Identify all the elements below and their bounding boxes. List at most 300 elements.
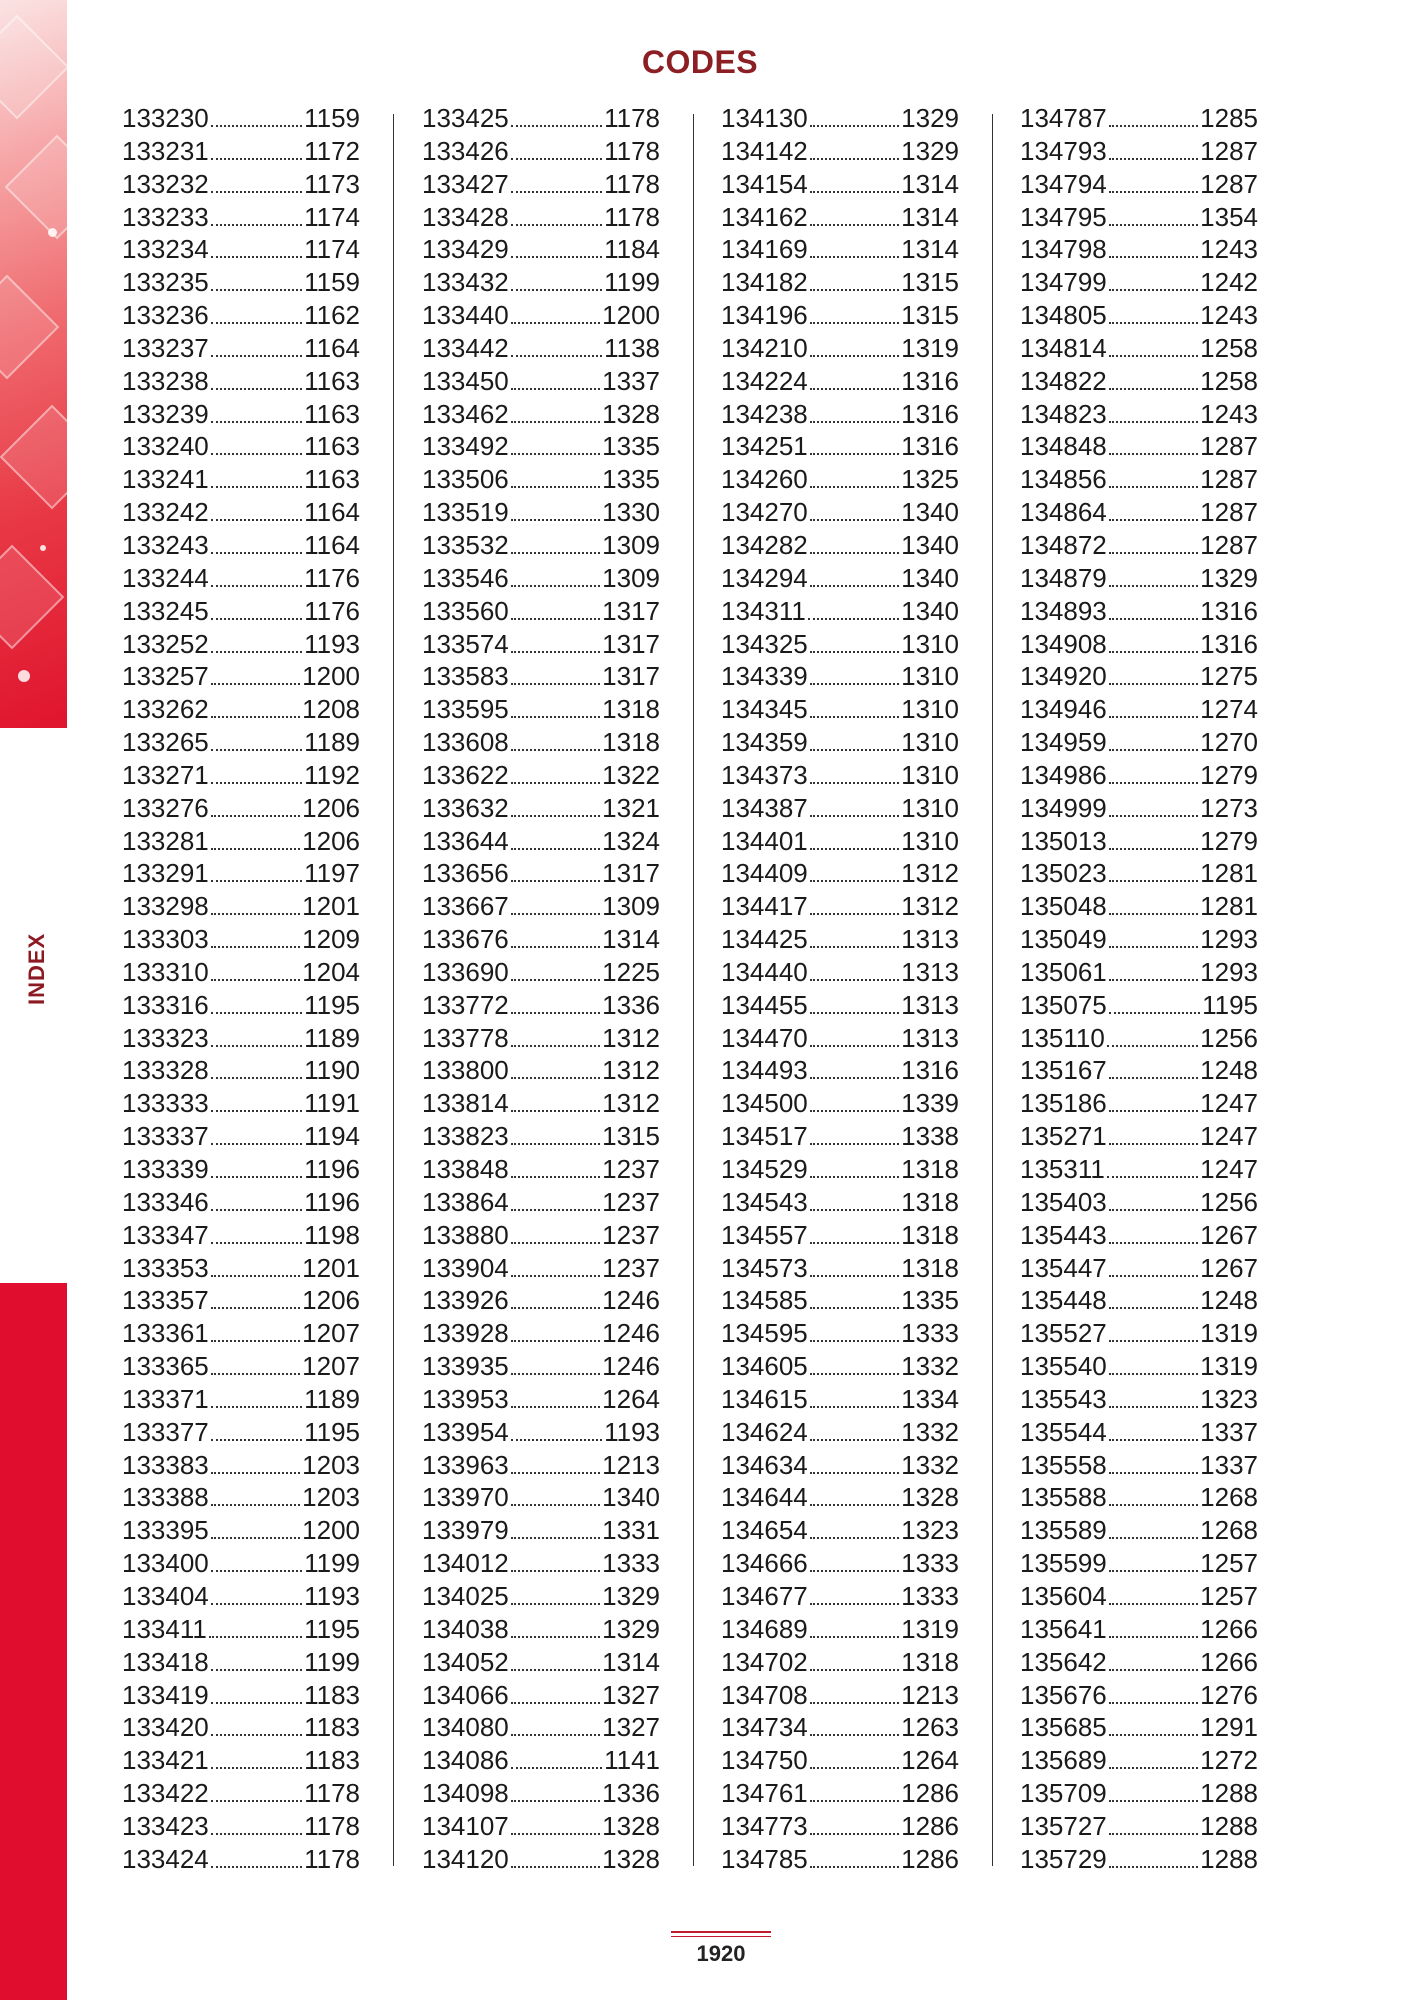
entry-code: 133690 [422, 956, 509, 987]
entry-page-number: 1288 [1200, 1843, 1258, 1874]
index-entry [721, 233, 959, 266]
entry-page-number: 1331 [602, 1515, 660, 1546]
index-entry [122, 398, 360, 431]
entry-page-number: 1209 [302, 924, 360, 955]
entry-code: 133339 [122, 1154, 209, 1184]
index-entry [122, 529, 360, 562]
dot-leader [810, 651, 899, 653]
index-entry [422, 135, 660, 168]
entry-code: 133383 [122, 1449, 209, 1480]
entry-code: 133546 [422, 562, 509, 593]
entry-page-number: 1335 [901, 1285, 959, 1316]
dot-leader [511, 585, 600, 587]
index-entry [122, 628, 360, 661]
entry-code: 134182 [721, 267, 808, 298]
entry-page-number: 1281 [1200, 858, 1258, 889]
dot-leader [1109, 486, 1198, 488]
entry-code: 134814 [1020, 332, 1107, 363]
entry-code: 133450 [422, 365, 509, 396]
index-entry [122, 299, 360, 332]
index-entry [721, 726, 959, 759]
entry-page-number: 1178 [604, 201, 660, 232]
dot-leader [211, 1209, 302, 1211]
entry-code: 134025 [422, 1580, 509, 1611]
entry-page-number: 1164 [304, 332, 360, 363]
index-entry [122, 956, 360, 989]
entry-code: 135599 [1020, 1548, 1107, 1579]
dot-leader [511, 453, 600, 455]
index-entry [122, 168, 360, 201]
entry-code: 133492 [422, 431, 509, 462]
index-entry [721, 1547, 959, 1580]
entry-page-number: 1196 [304, 1186, 360, 1217]
index-entry [1020, 1613, 1258, 1646]
dot-leader [1109, 880, 1198, 882]
index-entry [721, 1613, 959, 1646]
dot-leader [810, 1439, 899, 1441]
entry-code: 134339 [721, 661, 808, 692]
dot-leader [211, 815, 300, 817]
index-entry [122, 1416, 360, 1449]
entry-page-number: 1312 [901, 891, 959, 922]
index-entry [1020, 1087, 1258, 1120]
entry-code: 135527 [1020, 1318, 1107, 1349]
page-number: 1920 [696, 1941, 746, 1966]
entry-page-number: 1256 [1200, 1186, 1258, 1217]
dot-leader [1107, 1045, 1198, 1047]
entry-code: 134822 [1020, 365, 1107, 396]
dot-leader [1109, 1340, 1198, 1342]
entry-page-number: 1178 [604, 103, 660, 133]
entry-page-number: 1266 [1200, 1613, 1258, 1644]
entry-code: 133357 [122, 1285, 209, 1316]
entry-code: 133418 [122, 1646, 209, 1677]
index-entry [1020, 1284, 1258, 1317]
entry-code: 133298 [122, 891, 209, 922]
entry-code: 134359 [721, 727, 808, 758]
entry-page-number: 1264 [901, 1745, 959, 1776]
index-entry [721, 430, 959, 463]
dot-leader [810, 749, 899, 751]
entry-page-number: 1172 [304, 135, 360, 166]
index-entry [721, 1087, 959, 1120]
dot-leader [810, 1866, 899, 1868]
index-entry [422, 1153, 660, 1186]
entry-page-number: 1340 [901, 595, 959, 626]
index-entry [122, 266, 360, 299]
entry-code: 134689 [721, 1613, 808, 1644]
entry-code: 135403 [1020, 1186, 1107, 1217]
entry-code: 134864 [1020, 497, 1107, 528]
entry-page-number: 1322 [602, 759, 660, 790]
index-entry [122, 201, 360, 234]
index-entry [1020, 299, 1258, 332]
entry-page-number: 1313 [901, 989, 959, 1020]
index-entry [122, 233, 360, 266]
entry-page-number: 1196 [304, 1154, 360, 1184]
entry-page-number: 1193 [304, 628, 360, 659]
entry-page-number: 1318 [901, 1646, 959, 1677]
index-entry [721, 1711, 959, 1744]
entry-page-number: 1318 [602, 694, 660, 725]
decorative-dot [18, 670, 30, 682]
dot-leader [211, 1800, 302, 1802]
entry-code: 133377 [122, 1416, 209, 1447]
index-entry [122, 825, 360, 858]
index-entry [1020, 1449, 1258, 1482]
entry-code: 134750 [721, 1745, 808, 1776]
entry-page-number: 1268 [1200, 1482, 1258, 1513]
entry-code: 134154 [721, 168, 808, 199]
entry-code: 133904 [422, 1252, 509, 1283]
dot-leader [1109, 322, 1198, 324]
entry-page-number: 1273 [1200, 792, 1258, 823]
dot-leader [810, 453, 899, 455]
dot-leader [1109, 1537, 1198, 1539]
index-entry [721, 989, 959, 1022]
entry-code: 133243 [122, 529, 209, 560]
entry-page-number: 1237 [602, 1186, 660, 1217]
dot-leader [1109, 224, 1198, 226]
entry-page-number: 1333 [901, 1318, 959, 1349]
entry-page-number: 1257 [1200, 1548, 1258, 1579]
dot-leader [810, 1702, 899, 1704]
entry-page-number: 1173 [304, 168, 360, 199]
entry-page-number: 1337 [1200, 1449, 1258, 1480]
index-entry [122, 1054, 360, 1087]
index-entry [1020, 201, 1258, 234]
entry-code: 135075 [1020, 989, 1107, 1020]
index-entry [1020, 233, 1258, 266]
dot-leader [511, 716, 600, 718]
index-entry [122, 1711, 360, 1744]
entry-page-number: 1193 [604, 1416, 660, 1447]
entry-code: 134787 [1020, 103, 1107, 133]
entry-code: 133232 [122, 168, 209, 199]
dot-leader [1109, 618, 1198, 620]
dot-leader [511, 224, 602, 226]
index-entry [422, 1744, 660, 1777]
index-entry [1020, 1054, 1258, 1087]
entry-page-number: 1258 [1200, 332, 1258, 363]
dot-leader [511, 749, 600, 751]
entry-page-number: 1138 [604, 332, 660, 363]
entry-code: 134785 [721, 1843, 808, 1874]
entry-page-number: 1287 [1200, 431, 1258, 462]
entry-page-number: 1317 [602, 628, 660, 659]
entry-code: 134573 [721, 1252, 808, 1283]
index-entry [721, 1054, 959, 1087]
entry-code: 133421 [122, 1745, 209, 1776]
entry-page-number: 1200 [302, 661, 360, 692]
entry-code: 135543 [1020, 1383, 1107, 1414]
entry-page-number: 1310 [901, 727, 959, 758]
index-column-4 [1020, 102, 1258, 1876]
index-entry [1020, 825, 1258, 858]
dot-leader [511, 1209, 600, 1211]
dot-leader [511, 1307, 600, 1309]
entry-page-number: 1319 [901, 1613, 959, 1644]
dot-leader [511, 256, 602, 258]
entry-page-number: 1264 [602, 1383, 660, 1414]
entry-page-number: 1246 [602, 1318, 660, 1349]
decorative-diamond [0, 545, 64, 650]
entry-page-number: 1333 [901, 1580, 959, 1611]
index-entry [422, 1350, 660, 1383]
index-entry [721, 595, 959, 628]
index-entry [122, 1777, 360, 1810]
index-entry [1020, 1580, 1258, 1613]
index-entry [422, 890, 660, 923]
index-entry [1020, 168, 1258, 201]
index-entry [122, 726, 360, 759]
index-entry [122, 1646, 360, 1679]
dot-leader [810, 1077, 899, 1079]
entry-code: 135013 [1020, 825, 1107, 856]
entry-code: 134799 [1020, 267, 1107, 298]
entry-page-number: 1174 [304, 234, 360, 265]
entry-code: 134401 [721, 825, 808, 856]
dot-leader [810, 716, 899, 718]
dot-leader [211, 1472, 300, 1474]
index-entry [721, 1186, 959, 1219]
entry-page-number: 1329 [901, 103, 959, 133]
entry-code: 133245 [122, 595, 209, 626]
entry-page-number: 1193 [304, 1580, 360, 1611]
entry-code: 135110 [1020, 1022, 1105, 1053]
entry-code: 134210 [721, 332, 808, 363]
entry-code: 134893 [1020, 595, 1107, 626]
entry-code: 134605 [721, 1351, 808, 1382]
index-entry [721, 1679, 959, 1712]
entry-page-number: 1247 [1200, 1088, 1258, 1119]
index-column-2 [422, 102, 660, 1876]
column-divider [992, 114, 993, 1866]
dot-leader [211, 125, 302, 127]
dot-leader [810, 1373, 899, 1375]
entry-page-number: 1178 [604, 168, 660, 199]
entry-page-number: 1248 [1200, 1055, 1258, 1086]
entry-code: 134677 [721, 1580, 808, 1611]
dot-leader [1109, 1209, 1198, 1211]
dot-leader [810, 1537, 899, 1539]
entry-code: 133323 [122, 1022, 209, 1053]
entry-page-number: 1293 [1200, 956, 1258, 987]
entry-page-number: 1206 [302, 1285, 360, 1316]
dot-leader [1107, 1176, 1198, 1178]
entry-page-number: 1319 [1200, 1318, 1258, 1349]
dot-leader [211, 1012, 302, 1014]
index-entry [122, 1153, 360, 1186]
dot-leader [511, 848, 600, 850]
dot-leader [511, 1767, 602, 1769]
entry-code: 133422 [122, 1778, 209, 1809]
entry-page-number: 1324 [602, 825, 660, 856]
entry-code: 134417 [721, 891, 808, 922]
entry-page-number: 1337 [602, 365, 660, 396]
entry-page-number: 1336 [602, 1778, 660, 1809]
entry-page-number: 1189 [304, 1022, 360, 1053]
entry-code: 133347 [122, 1219, 209, 1250]
index-entry [721, 923, 959, 956]
entry-page-number: 1317 [602, 595, 660, 626]
entry-code: 133506 [422, 464, 509, 495]
entry-page-number: 1281 [1200, 891, 1258, 922]
index-entry [1020, 1810, 1258, 1843]
dot-leader [810, 1176, 899, 1178]
entry-page-number: 1313 [901, 924, 959, 955]
index-entry [721, 332, 959, 365]
decorative-diamond [0, 275, 59, 380]
index-entry [122, 1580, 360, 1613]
dot-leader [810, 913, 899, 915]
index-entry [422, 1514, 660, 1547]
entry-page-number: 1176 [304, 595, 360, 626]
entry-page-number: 1199 [604, 267, 660, 298]
dot-leader [1109, 1833, 1198, 1835]
index-entry [721, 562, 959, 595]
entry-page-number: 1275 [1200, 661, 1258, 692]
index-entry [422, 595, 660, 628]
index-entry [721, 825, 959, 858]
entry-page-number: 1328 [602, 1810, 660, 1841]
index-entry [122, 923, 360, 956]
entry-code: 134702 [721, 1646, 808, 1677]
index-entry [1020, 1777, 1258, 1810]
entry-code: 135642 [1020, 1646, 1107, 1677]
entry-code: 133240 [122, 431, 209, 462]
entry-page-number: 1272 [1200, 1745, 1258, 1776]
entry-code: 135588 [1020, 1482, 1107, 1513]
entry-page-number: 1286 [901, 1778, 959, 1809]
index-entry [122, 1087, 360, 1120]
index-entry [122, 1679, 360, 1712]
dot-leader [511, 1537, 600, 1539]
dot-leader [211, 256, 302, 258]
dot-leader [511, 1472, 600, 1474]
entry-page-number: 1318 [901, 1154, 959, 1184]
entry-page-number: 1338 [901, 1121, 959, 1152]
entry-page-number: 1314 [901, 234, 959, 265]
index-column-1 [122, 102, 360, 1876]
entry-page-number: 1162 [304, 300, 360, 331]
entry-page-number: 1340 [901, 497, 959, 528]
index-entry [422, 792, 660, 825]
entry-code: 134615 [721, 1383, 808, 1414]
index-entry [1020, 1153, 1258, 1186]
entry-page-number: 1237 [602, 1219, 660, 1250]
dot-leader [511, 1734, 600, 1736]
dot-leader [211, 1702, 302, 1704]
entry-code: 133462 [422, 398, 509, 429]
dot-leader [211, 355, 302, 357]
entry-page-number: 1316 [901, 431, 959, 462]
entry-page-number: 1207 [302, 1351, 360, 1382]
entry-code: 135448 [1020, 1285, 1107, 1316]
index-entry [721, 1777, 959, 1810]
dot-leader [211, 1439, 302, 1441]
dot-leader [1109, 158, 1198, 160]
entry-page-number: 1248 [1200, 1285, 1258, 1316]
index-entry [422, 956, 660, 989]
entry-code: 135049 [1020, 924, 1107, 955]
index-entry [122, 1744, 360, 1777]
dot-leader [1109, 1866, 1198, 1868]
dot-leader [810, 1603, 899, 1605]
entry-page-number: 1328 [602, 1843, 660, 1874]
entry-page-number: 1195 [304, 1613, 360, 1644]
index-entry [721, 1383, 959, 1416]
entry-page-number: 1285 [1200, 103, 1258, 133]
entry-code: 133432 [422, 267, 509, 298]
dot-leader [211, 1603, 302, 1605]
entry-code: 135048 [1020, 891, 1107, 922]
index-entry [1020, 529, 1258, 562]
index-entry [1020, 463, 1258, 496]
entry-code: 134130 [721, 103, 808, 133]
index-entry [122, 1514, 360, 1547]
dot-leader [1109, 519, 1198, 521]
dot-leader [810, 1669, 899, 1671]
index-entry [422, 1481, 660, 1514]
decorative-dot [48, 228, 57, 237]
entry-code: 134856 [1020, 464, 1107, 495]
index-entry [122, 1350, 360, 1383]
dot-leader [511, 322, 600, 324]
entry-code: 134634 [721, 1449, 808, 1480]
index-entry [122, 1449, 360, 1482]
entry-page-number: 1316 [1200, 628, 1258, 659]
entry-code: 133928 [422, 1318, 509, 1349]
entry-code: 134270 [721, 497, 808, 528]
dot-leader [511, 1833, 600, 1835]
dot-leader [211, 552, 302, 554]
index-entry [721, 792, 959, 825]
dot-leader [511, 1373, 600, 1375]
dot-leader [211, 618, 302, 620]
index-entry [1020, 1744, 1258, 1777]
entry-page-number: 1332 [901, 1416, 959, 1447]
entry-page-number: 1287 [1200, 529, 1258, 560]
entry-page-number: 1318 [901, 1219, 959, 1250]
index-entry [721, 1843, 959, 1876]
entry-code: 133244 [122, 562, 209, 593]
dot-leader [810, 1734, 899, 1736]
entry-code: 133532 [422, 529, 509, 560]
dot-leader [810, 1110, 899, 1112]
entry-page-number: 1314 [602, 924, 660, 955]
entry-page-number: 1310 [901, 792, 959, 823]
dot-leader [511, 815, 600, 817]
entry-page-number: 1288 [1200, 1778, 1258, 1809]
entry-code: 134387 [721, 792, 808, 823]
entry-code: 133778 [422, 1022, 509, 1053]
dot-leader [209, 1636, 302, 1638]
dot-leader [810, 1275, 899, 1277]
dot-leader [810, 1570, 899, 1572]
column-divider [393, 114, 394, 1866]
entry-code: 133265 [122, 727, 209, 758]
decorative-side-banner-bottom [0, 1283, 67, 2000]
dot-leader [211, 1077, 302, 1079]
entry-code: 133242 [122, 497, 209, 528]
dot-leader [1109, 683, 1198, 685]
entry-code: 134086 [422, 1745, 509, 1776]
index-entry [721, 1153, 959, 1186]
index-entry [1020, 1547, 1258, 1580]
dot-leader [810, 585, 899, 587]
entry-code: 133346 [122, 1186, 209, 1217]
